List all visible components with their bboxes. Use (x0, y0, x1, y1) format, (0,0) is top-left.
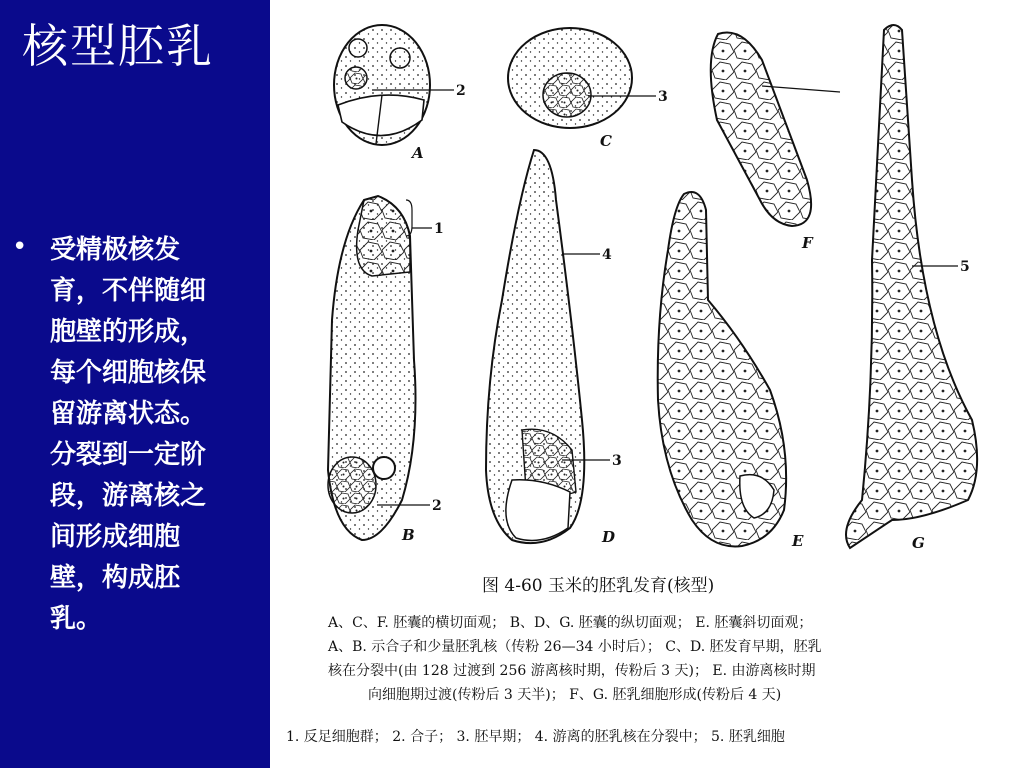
caption-line-4: 向细胞期过渡(传粉后 3 天半)； F、G. 胚乳细胞形成(传粉后 4 天) (368, 687, 782, 703)
drawing-a (334, 25, 454, 145)
callout-4-d: 4 (602, 247, 612, 263)
callout-3-c: 3 (658, 89, 668, 105)
bullet-text: 受精极核发育，不伴随细胞壁的形成，每个细胞核保留游离状态。分裂到一定阶段，游离核之间形成细胞壁，构成胚乳。 (50, 235, 207, 634)
panel-label-f: F (802, 234, 813, 252)
panel-label-c: C (600, 132, 612, 150)
caption-legend: 1. 反足细胞群； 2. 合子； 3. 胚早期； 4. 游离的胚乳核在分裂中； 5. 胚乳细胞 (286, 729, 785, 745)
figure-area (272, 0, 1024, 768)
drawing-b (328, 196, 432, 540)
drawing-c (508, 28, 656, 128)
left-panel (0, 0, 270, 768)
bullet-marker: • (12, 232, 28, 262)
panel-label-g: G (912, 534, 925, 552)
caption-line-2: A、B. 示合子和少量胚乳核（传粉 26—34 小时后）； C、D. 胚发育早期，胚乳 (328, 639, 822, 655)
callout-2-b: 2 (432, 498, 442, 514)
callout-3-d: 3 (612, 453, 622, 469)
callout-1-b: 1 (434, 221, 444, 237)
panel-label-a: A (412, 144, 424, 162)
callout-2-a: 2 (456, 83, 466, 99)
panel-label-d: D (602, 528, 616, 546)
caption-line-3: 核在分裂中(由 128 过渡到 256 游离核时期，传粉后 3 天)； E. 由游离核时期 (328, 663, 816, 679)
panel-label-b: B (402, 526, 415, 544)
slide-title: 核型胚乳 (22, 19, 214, 73)
caption-line-1: A、C、F. 胚囊的横切面观； B、D、G. 胚囊的纵切面观； E. 胚囊斜切面观； (328, 615, 813, 631)
drawing-f (711, 32, 840, 226)
callout-5-g: 5 (960, 259, 970, 275)
figure-caption-title: 图 4-60 玉米的胚乳发育(核型) (482, 576, 715, 596)
drawing-e (658, 192, 786, 546)
panel-label-e: E (792, 532, 804, 550)
drawing-d (486, 150, 610, 543)
drawing-g (846, 25, 977, 548)
